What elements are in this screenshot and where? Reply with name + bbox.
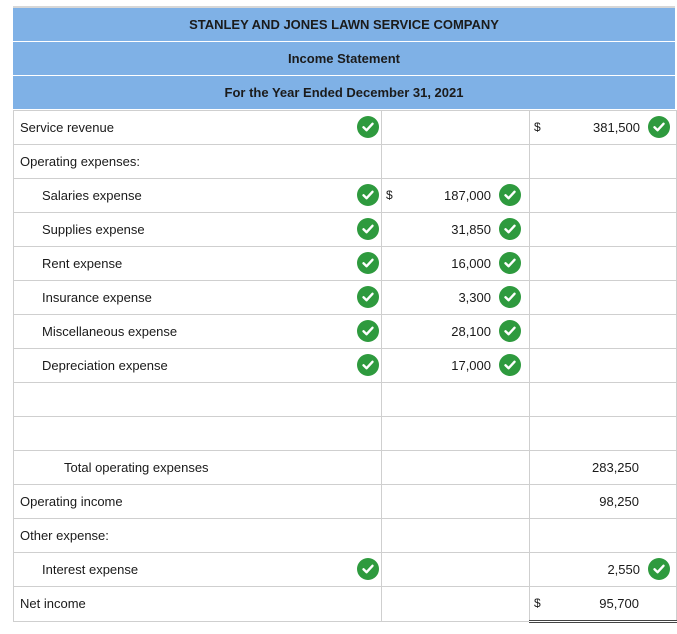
- amount-cell[interactable]: [382, 111, 530, 145]
- check-circle-icon: [499, 218, 521, 240]
- amount-cell[interactable]: [382, 587, 530, 622]
- currency-sign: $: [534, 120, 541, 134]
- account-cell[interactable]: [14, 451, 382, 485]
- statement-table: [13, 110, 677, 623]
- account-cell[interactable]: [14, 213, 382, 247]
- row-label: Operating expenses:: [20, 154, 140, 169]
- row-label: Other expense:: [20, 528, 109, 543]
- amount-cell[interactable]: [382, 315, 530, 349]
- row-empty: [14, 417, 677, 451]
- row-label: Net income: [20, 596, 86, 611]
- statement-period: For the Year Ended December 31, 2021: [13, 76, 675, 110]
- check-circle-icon: [357, 286, 379, 308]
- account-cell[interactable]: [14, 417, 382, 451]
- account-cell[interactable]: [14, 587, 382, 622]
- check-circle-icon: [499, 286, 521, 308]
- total-cell[interactable]: [530, 349, 677, 383]
- row-label: Service revenue: [20, 120, 114, 135]
- account-cell[interactable]: [14, 315, 382, 349]
- row-label: Depreciation expense: [42, 358, 168, 373]
- row-salaries-expense: [14, 179, 677, 213]
- row-empty: [14, 383, 677, 417]
- total-value: 98,250: [599, 494, 639, 509]
- account-cell[interactable]: [14, 281, 382, 315]
- row-net-income: [14, 587, 677, 622]
- amount-value: 31,850: [451, 222, 491, 237]
- amount-cell[interactable]: [382, 179, 530, 213]
- income-statement: [13, 6, 675, 623]
- row-label: Operating income: [20, 494, 123, 509]
- amount-value: 28,100: [451, 324, 491, 339]
- amount-value: 187,000: [444, 188, 491, 203]
- check-circle-icon: [357, 116, 379, 138]
- total-cell[interactable]: [530, 111, 677, 145]
- total-cell[interactable]: [530, 213, 677, 247]
- total-value: 381,500: [593, 120, 640, 135]
- amount-cell[interactable]: [382, 213, 530, 247]
- check-circle-icon: [357, 320, 379, 342]
- check-circle-icon: [648, 116, 670, 138]
- amount-cell[interactable]: [382, 485, 530, 519]
- account-cell[interactable]: [14, 485, 382, 519]
- amount-value: 3,300: [458, 290, 491, 305]
- statement-title: Income Statement: [13, 42, 675, 76]
- account-cell[interactable]: [14, 383, 382, 417]
- row-operating-income: [14, 485, 677, 519]
- account-cell[interactable]: [14, 145, 382, 179]
- total-cell[interactable]: [530, 417, 677, 451]
- currency-sign: $: [534, 596, 541, 610]
- check-circle-icon: [648, 558, 670, 580]
- account-cell[interactable]: [14, 179, 382, 213]
- amount-cell[interactable]: [382, 553, 530, 587]
- row-insurance-expense: [14, 281, 677, 315]
- amount-cell[interactable]: [382, 451, 530, 485]
- total-value: 2,550: [607, 562, 640, 577]
- total-cell[interactable]: [530, 145, 677, 179]
- total-cell[interactable]: [530, 485, 677, 519]
- amount-cell[interactable]: [382, 349, 530, 383]
- total-cell[interactable]: [530, 587, 677, 622]
- row-rent-expense: [14, 247, 677, 281]
- row-label: Salaries expense: [42, 188, 142, 203]
- check-circle-icon: [499, 354, 521, 376]
- row-operating-expenses: [14, 145, 677, 179]
- currency-sign: $: [386, 188, 393, 202]
- amount-cell[interactable]: [382, 417, 530, 451]
- row-label: Rent expense: [42, 256, 123, 271]
- amount-cell[interactable]: [382, 383, 530, 417]
- total-cell[interactable]: [530, 281, 677, 315]
- row-label: Insurance expense: [42, 290, 152, 305]
- account-cell[interactable]: [14, 553, 382, 587]
- check-circle-icon: [357, 252, 379, 274]
- check-circle-icon: [357, 218, 379, 240]
- total-value: 95,700: [599, 596, 639, 611]
- amount-value: 16,000: [451, 256, 491, 271]
- total-cell[interactable]: [530, 383, 677, 417]
- amount-cell[interactable]: [382, 519, 530, 553]
- amount-cell[interactable]: [382, 247, 530, 281]
- amount-value: 17,000: [451, 358, 491, 373]
- total-cell[interactable]: [530, 451, 677, 485]
- total-cell[interactable]: [530, 553, 677, 587]
- account-cell[interactable]: [14, 247, 382, 281]
- amount-cell[interactable]: [382, 145, 530, 179]
- total-cell[interactable]: [530, 519, 677, 553]
- row-label: Supplies expense: [42, 222, 145, 237]
- row-label: Total operating expenses: [64, 460, 209, 475]
- total-cell[interactable]: [530, 247, 677, 281]
- account-cell[interactable]: [14, 519, 382, 553]
- total-cell[interactable]: [530, 179, 677, 213]
- row-depreciation-expense: [14, 349, 677, 383]
- row-other-expense: [14, 519, 677, 553]
- check-circle-icon: [499, 252, 521, 274]
- check-circle-icon: [357, 558, 379, 580]
- row-total-operating-expenses: [14, 451, 677, 485]
- company-name: STANLEY AND JONES LAWN SERVICE COMPANY: [13, 6, 675, 42]
- row-label: Interest expense: [42, 562, 139, 577]
- row-supplies-expense: [14, 213, 677, 247]
- check-circle-icon: [499, 184, 521, 206]
- account-cell[interactable]: [14, 111, 382, 145]
- row-miscellaneous-expense: [14, 315, 677, 349]
- row-interest-expense: [14, 553, 677, 587]
- total-cell[interactable]: [530, 315, 677, 349]
- check-circle-icon: [357, 354, 379, 376]
- check-circle-icon: [357, 184, 379, 206]
- row-service-revenue: [14, 111, 677, 145]
- amount-cell[interactable]: [382, 281, 530, 315]
- check-circle-icon: [499, 320, 521, 342]
- account-cell[interactable]: [14, 349, 382, 383]
- row-label: Miscellaneous expense: [42, 324, 178, 339]
- total-value: 283,250: [592, 460, 639, 475]
